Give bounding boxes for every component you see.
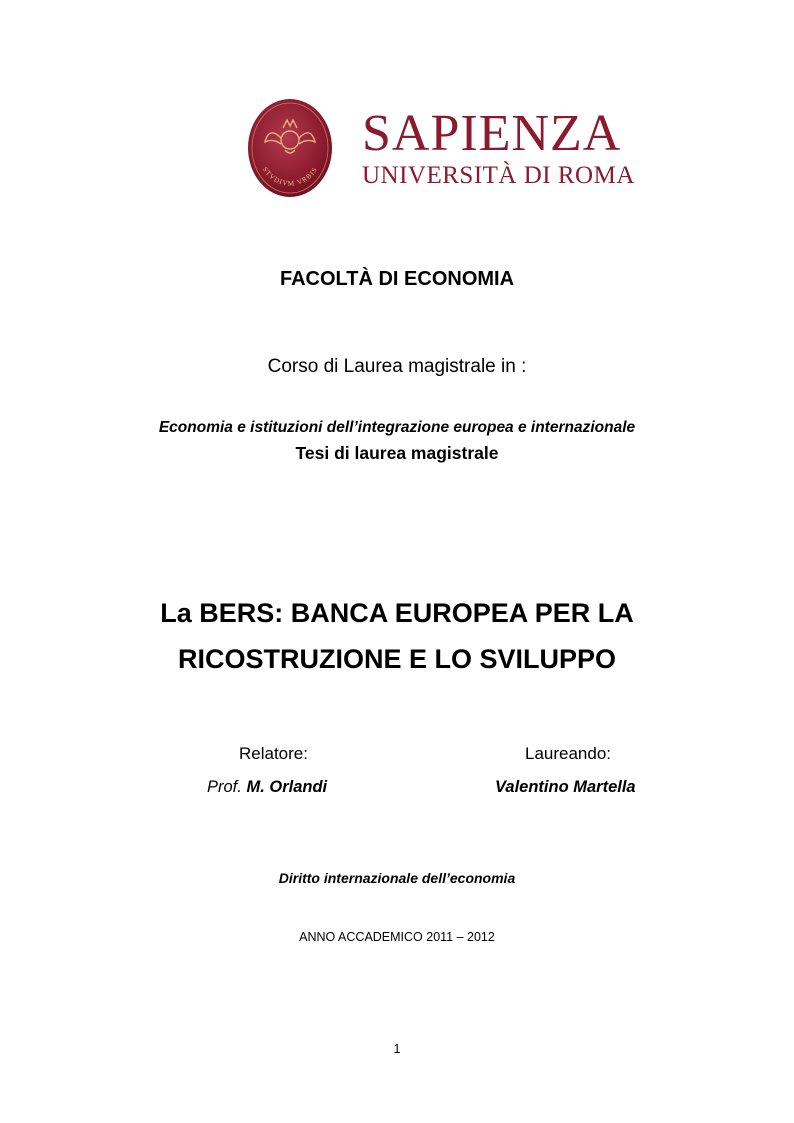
faculty-heading: FACOLTÀ DI ECONOMIA xyxy=(279,268,515,290)
relatore-label: Relatore: xyxy=(239,744,308,763)
seal-motto: STVDIVM VRBIS xyxy=(260,165,320,188)
university-wordmark xyxy=(362,105,635,190)
thesis-title-line2: RICOSTRUZIONE E LO SVILUPPO xyxy=(177,644,617,674)
laureando-label: Laureando: xyxy=(525,744,612,763)
thesis-type: Tesi di laurea magistrale xyxy=(295,443,499,463)
sapienza-seal-logo xyxy=(247,98,333,198)
thesis-title-line1: La BERS: BANCA EUROPEA PER LA xyxy=(160,598,634,628)
laureando-name: Valentino Martella xyxy=(495,778,636,796)
page-number: 1 xyxy=(393,1042,401,1056)
university-name: SAPIENZA xyxy=(362,105,622,162)
thesis-title xyxy=(0,590,794,682)
program-name: Economia e istituzioni dell’integrazione europea e internazionale xyxy=(158,419,636,436)
course-intro: Corso di Laurea magistrale in : xyxy=(267,356,527,377)
subject-area: Diritto internazionale dell’economia xyxy=(278,870,516,886)
academic-year: ANNO ACCADEMICO 2011 – 2012 xyxy=(299,930,495,944)
relatore-name xyxy=(207,778,327,797)
relatore-surname: M. Orlandi xyxy=(246,778,328,796)
relatore-prefix: Prof. xyxy=(207,778,242,796)
university-subtitle: UNIVERSITÀ DI ROMA xyxy=(362,162,635,189)
